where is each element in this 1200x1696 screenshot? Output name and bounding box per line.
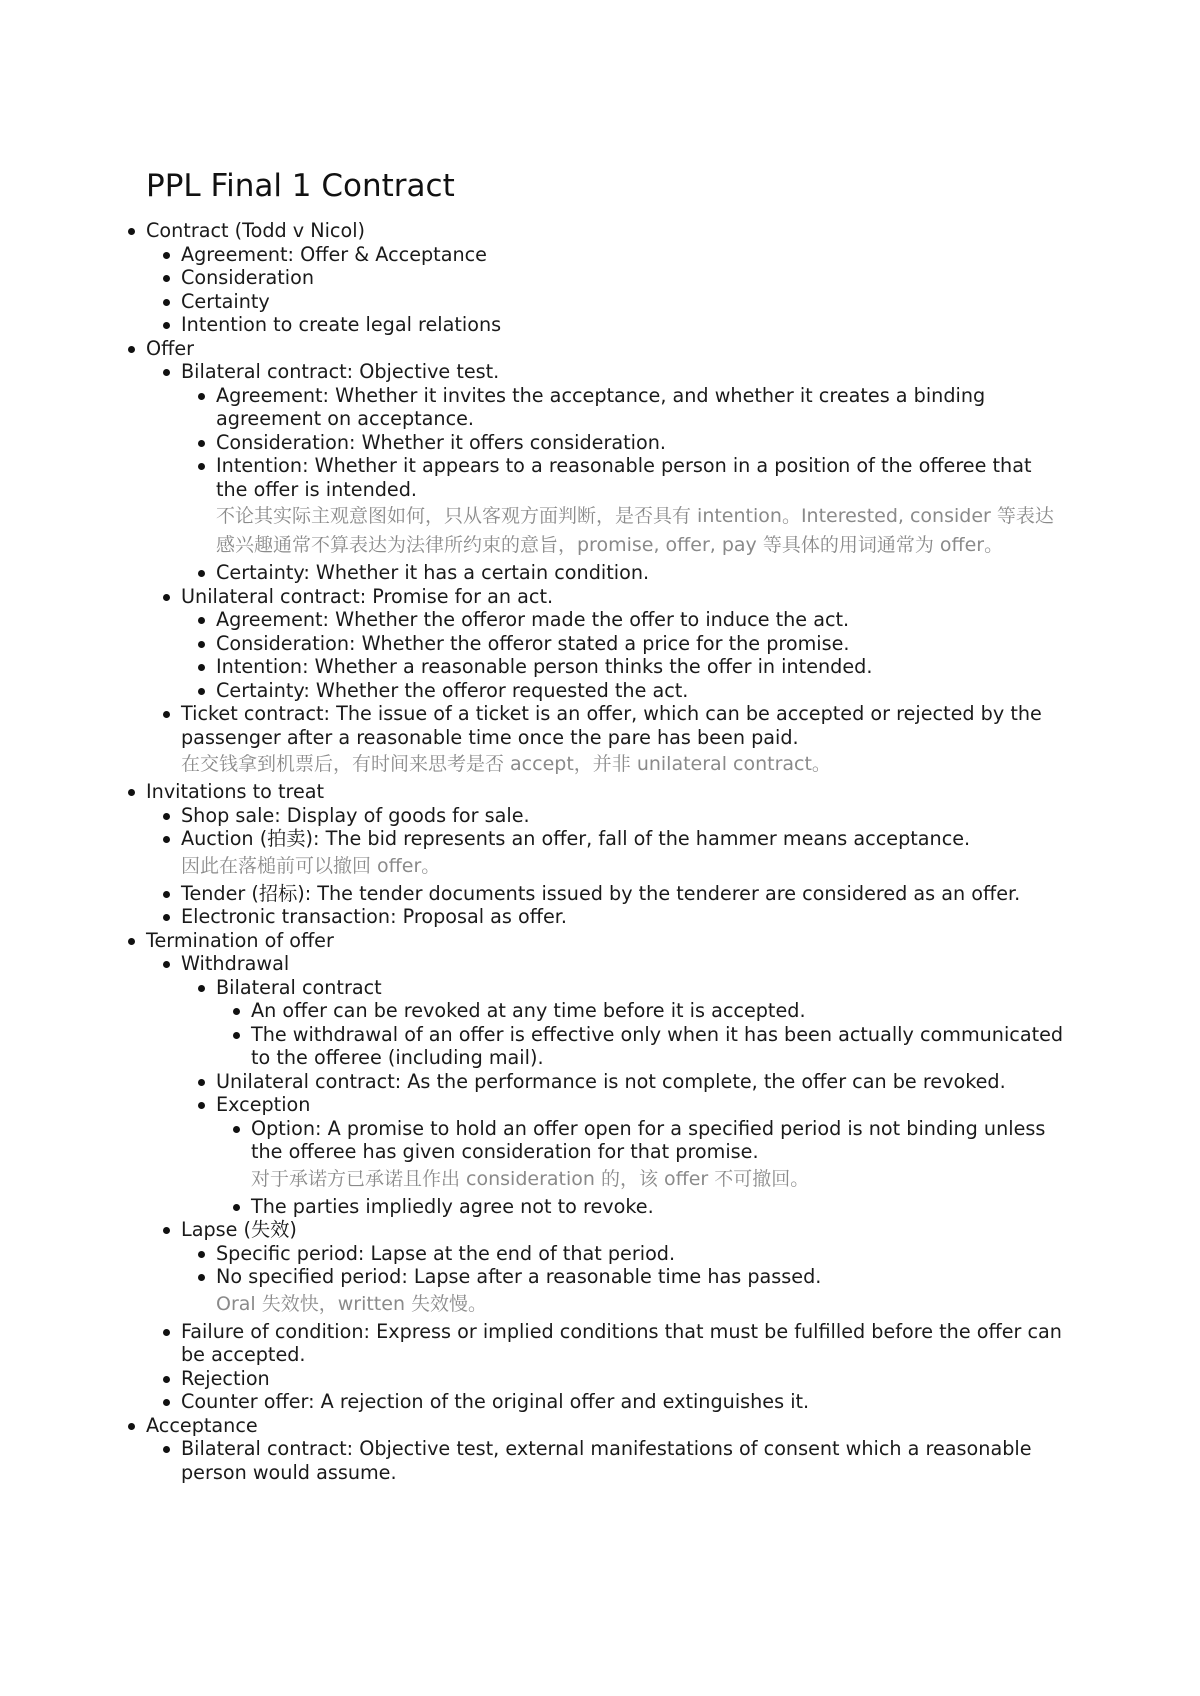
list-item-text: The parties impliedly agree not to revoke.: [251, 1195, 1066, 1219]
list-item: [181, 882, 1066, 906]
list-item-invitations: [146, 780, 1066, 929]
list-item-text: Termination of offer: [146, 929, 1066, 953]
list-item-text: Bilateral contract: Objective test, external manifestations of consent which a reasonable person would assume.: [181, 1437, 1066, 1484]
list-item: [216, 561, 1066, 585]
list-item: [181, 804, 1066, 828]
list-item-text: Option: A promise to hold an offer open for a specified period is not binding unless the offeree has given consideration for that promise.: [251, 1117, 1066, 1164]
list-item: [181, 290, 1066, 314]
list-item: [216, 1070, 1066, 1094]
list-item: [181, 313, 1066, 337]
list-item-text: Shop sale: Display of goods for sale.: [181, 804, 1066, 828]
list-item: [216, 431, 1066, 455]
list-item-text: Bilateral contract: Objective test.: [181, 360, 1066, 384]
list-item-text: Certainty: [181, 290, 1066, 314]
list-item-text: Certainty: Whether the offeror requested the act.: [216, 679, 1066, 703]
list-item: [216, 454, 1066, 560]
list-item-text: Counter offer: A rejection of the original offer and extinguishes it.: [181, 1390, 1066, 1414]
list-item-text: Auction (拍卖): The bid represents an offer, fall of the hammer means acceptance.: [181, 827, 1066, 851]
list-item-text: Electronic transaction: Proposal as offer.: [181, 905, 1066, 929]
sub-list: [181, 976, 1066, 1219]
list-item-text: Bilateral contract: [216, 976, 1066, 1000]
list-item: [251, 999, 1066, 1023]
sub-list: [146, 1437, 1066, 1484]
list-item-text: Intention to create legal relations: [181, 313, 1066, 337]
sub-list: [181, 608, 1066, 702]
list-item-text: Offer: [146, 337, 1066, 361]
list-item-text: Intention: Whether a reasonable person thinks the offer in intended.: [216, 655, 1066, 679]
list-item-text: Intention: Whether it appears to a reasonable person in a position of the offeree that the offer is intended.: [216, 454, 1066, 501]
page-title: PPL Final 1 Contract: [146, 168, 455, 204]
list-item: [181, 827, 1066, 881]
list-item: [216, 384, 1066, 431]
list-item-lapse: [181, 1218, 1066, 1319]
chinese-note: 在交钱拿到机票后，有时间来思考是否 accept，并非 unilateral contract。: [181, 753, 831, 775]
list-item-text: Lapse (失效): [181, 1218, 1066, 1242]
list-item: [181, 266, 1066, 290]
outline-list: [146, 219, 1066, 1484]
list-item-text: Agreement: Whether the offeror made the offer to induce the act.: [216, 608, 1066, 632]
list-item-termination: [146, 929, 1066, 1414]
list-item-text: Failure of condition: Express or implied conditions that must be fulfilled before the offer can be accepted.: [181, 1320, 1066, 1367]
list-item-unilateral: [181, 585, 1066, 703]
list-item-text: Invitations to treat: [146, 780, 1066, 804]
list-item-text: Unilateral contract: As the performance is not complete, the offer can be revoked.: [216, 1070, 1066, 1094]
chinese-note: 不论其实际主观意图如何，只从客观方面判断，是否具有 intention。Interested, consider 等表达感兴趣通常不算表达为法律所约束的意旨，promise, offer, pay 等具体的用词通常为 offer。: [216, 505, 1054, 556]
chinese-note: 对于承诺方已承诺且作出 consideration 的，该 offer 不可撤回。: [251, 1167, 810, 1190]
list-item: [251, 1023, 1066, 1070]
list-item-text: Rejection: [181, 1367, 1066, 1391]
list-item-text: No specified period: Lapse after a reasonable time has passed.: [216, 1265, 1066, 1289]
list-item: [181, 243, 1066, 267]
list-item: [216, 1265, 1066, 1319]
list-item: [251, 1195, 1066, 1219]
chinese-note: 因此在落槌前可以撤回 offer。: [181, 854, 441, 877]
sub-list: [216, 1117, 1066, 1219]
list-item-text: Unilateral contract: Promise for an act.: [181, 585, 1066, 609]
sub-list: [146, 360, 1066, 779]
list-item: [216, 679, 1066, 703]
list-item-text: Consideration: [181, 266, 1066, 290]
sub-list: [216, 999, 1066, 1070]
list-item: [216, 632, 1066, 656]
sub-list: [181, 1242, 1066, 1319]
list-item-text: Tender (招标): The tender documents issued by the tenderer are considered as an offer.: [181, 882, 1066, 906]
list-item-text: Ticket contract: The issue of a ticket is an offer, which can be accepted or rejected by the passenger after a reasonable time once the pare has been paid.: [181, 702, 1066, 749]
list-item: [216, 1093, 1066, 1218]
list-item-text: Agreement: Whether it invites the acceptance, and whether it creates a binding agreement on acceptance.: [216, 384, 1066, 431]
list-item-offer: [146, 337, 1066, 780]
list-item-text: Consideration: Whether the offeror stated a price for the promise.: [216, 632, 1066, 656]
list-item-text: The withdrawal of an offer is effective only when it has been actually communicated to the offeree (including mail).: [251, 1023, 1066, 1070]
list-item: [181, 1390, 1066, 1414]
list-item-text: An offer can be revoked at any time before it is accepted.: [251, 999, 1066, 1023]
chinese-note: Oral 失效快，written 失效慢。: [216, 1292, 488, 1315]
list-item: [181, 1367, 1066, 1391]
list-item-text: Consideration: Whether it offers consideration.: [216, 431, 1066, 455]
list-item-contract: [146, 219, 1066, 337]
sub-list: [181, 384, 1066, 585]
list-item: [216, 976, 1066, 1070]
list-item: [251, 1117, 1066, 1194]
list-item-text: Exception: [216, 1093, 1066, 1117]
sub-list: [146, 243, 1066, 337]
list-item-text: Contract (Todd v Nicol): [146, 219, 1066, 243]
list-item: [216, 655, 1066, 679]
list-item: [181, 1320, 1066, 1367]
list-item: [181, 905, 1066, 929]
list-item-text: Agreement: Offer & Acceptance: [181, 243, 1066, 267]
list-item-text: Specific period: Lapse at the end of that period.: [216, 1242, 1066, 1266]
list-item-ticket: [181, 702, 1066, 779]
sub-list: [146, 804, 1066, 929]
list-item: [216, 608, 1066, 632]
sub-list: [146, 952, 1066, 1414]
list-item: [181, 1437, 1066, 1484]
list-item-text: Certainty: Whether it has a certain condition.: [216, 561, 1066, 585]
list-item-text: Withdrawal: [181, 952, 1066, 976]
list-item-bilateral: [181, 360, 1066, 585]
list-item: [216, 1242, 1066, 1266]
list-item-acceptance: [146, 1414, 1066, 1485]
list-item-withdrawal: [181, 952, 1066, 1218]
list-item-text: Acceptance: [146, 1414, 1066, 1438]
